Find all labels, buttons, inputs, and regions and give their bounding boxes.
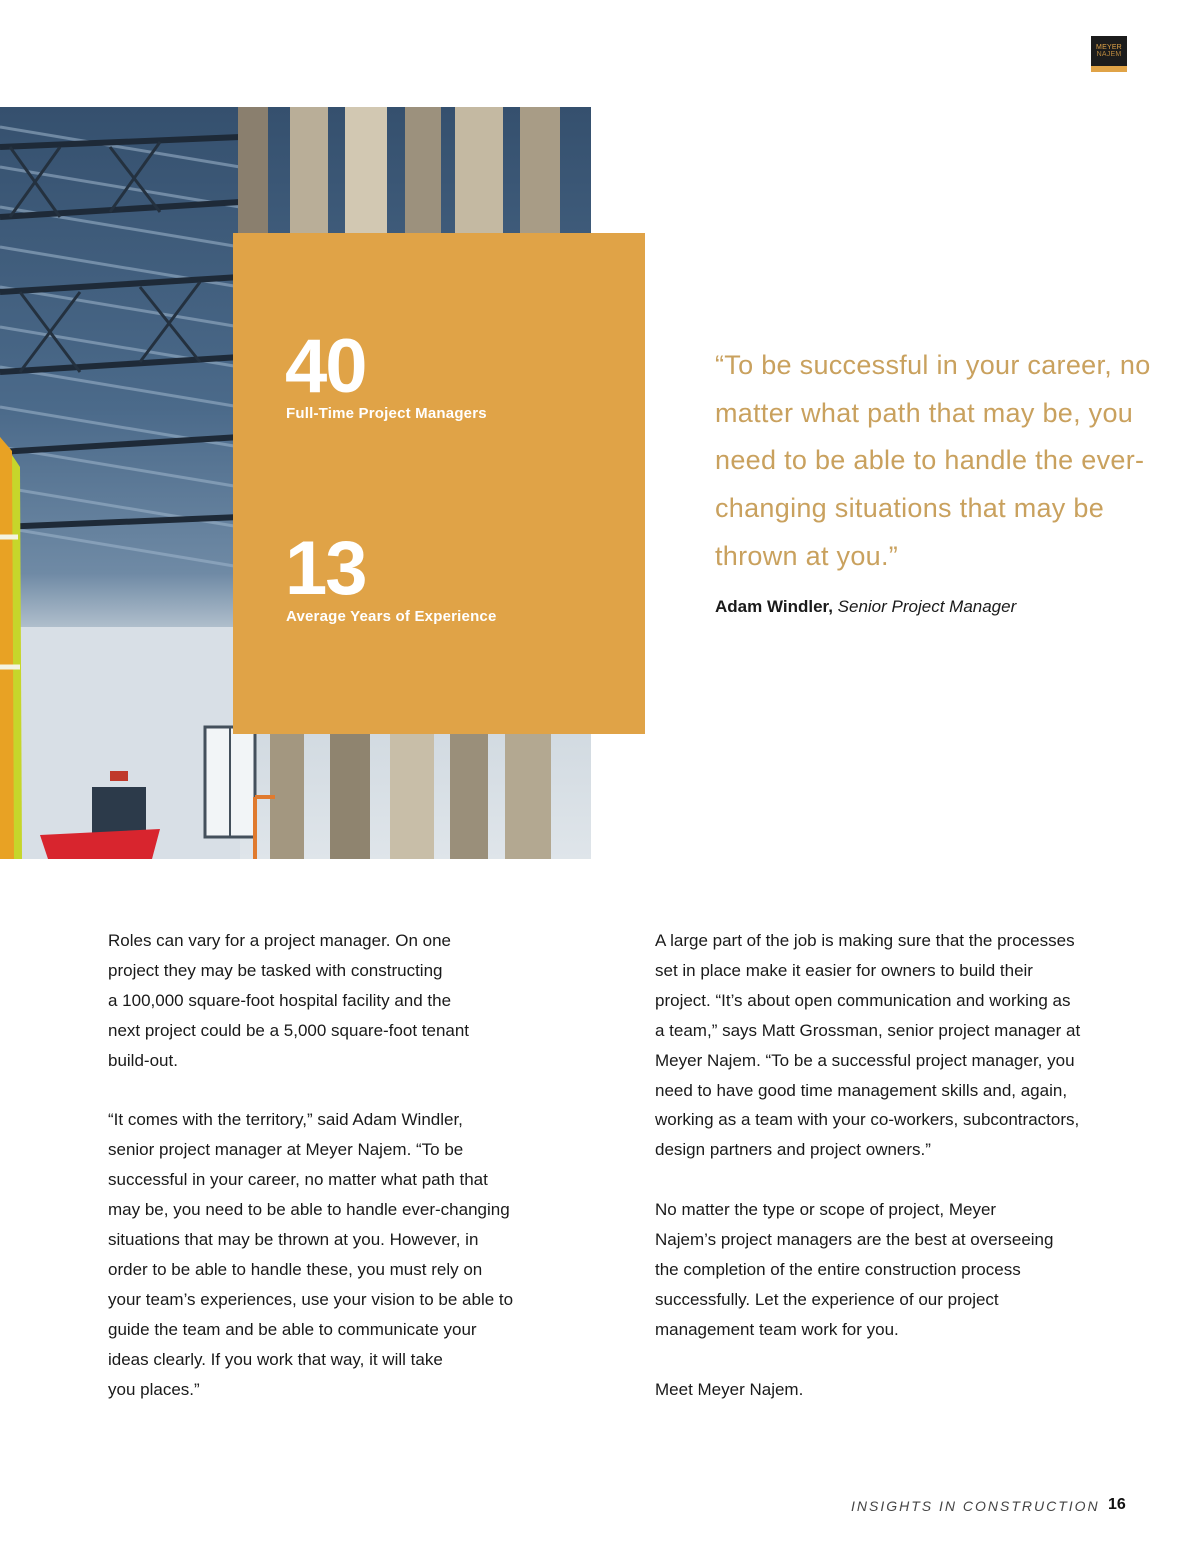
body-column-left (108, 926, 578, 1434)
logo-line-1: MEYER (1096, 44, 1122, 51)
paragraph: Meet Meyer Najem. (655, 1379, 804, 1399)
stat-project-managers-number: 40 (285, 324, 366, 409)
pull-quote: “To be successful in your career, no matter what path that may be, you need to be able to handle the ever-changing situations that may be thrown at you.” (715, 350, 1151, 571)
paragraph: A large part of the job is making sure that the processes set in place make it easier for owners to build their project. “It’s about open communication and working as a team,” says Matt Grossman, senior project manager at Meyer Najem. “To be a successful project manager, you need to have good time management skills and, again, working as a team with your co-workers, subcontractors, design partners and project owners.” (655, 931, 1081, 1160)
quote-attribution (715, 597, 1016, 617)
paragraph: No matter the type or scope of project, Meyer Najem’s project managers are the best at overseeing the completion of the entire construction process successfully. Let the experience of our project management team work for you. (655, 1200, 1054, 1339)
company-logo (1091, 36, 1127, 72)
quote-author-role: Senior Project Manager (837, 597, 1017, 616)
stat-experience-number: 13 (285, 526, 366, 611)
stat-experience-label: Average Years of Experience (286, 608, 497, 625)
quote-author: Adam Windler, (715, 597, 833, 616)
stat-project-managers-label: Full-Time Project Managers (286, 405, 487, 422)
footer-publication-title: INSIGHTS IN CONSTRUCTION (851, 1498, 1100, 1514)
page-number: 16 (1108, 1496, 1126, 1513)
paragraph: Roles can vary for a project manager. On one project they may be tasked with constructing a 100,000 square-foot hospital facility and the next project could be a 5,000 square-foot tenant build-out. (108, 931, 470, 1070)
stats-panel (233, 233, 645, 734)
logo-line-2: NAJEM (1096, 51, 1122, 58)
body-column-right (655, 926, 1125, 1434)
paragraph: “It comes with the territory,” said Adam Windler, senior project manager at Meyer Najem. “To be successful in your career, no matter what path that may be, you need to be able to handle ever-changing situations that may be thrown at you. However, in order to be able to handle these, you must rely on your team’s experiences, use your vision to be able to guide the team and be able to communicate your ideas clearly. If you work that way, it will take you places.” (108, 1110, 514, 1399)
